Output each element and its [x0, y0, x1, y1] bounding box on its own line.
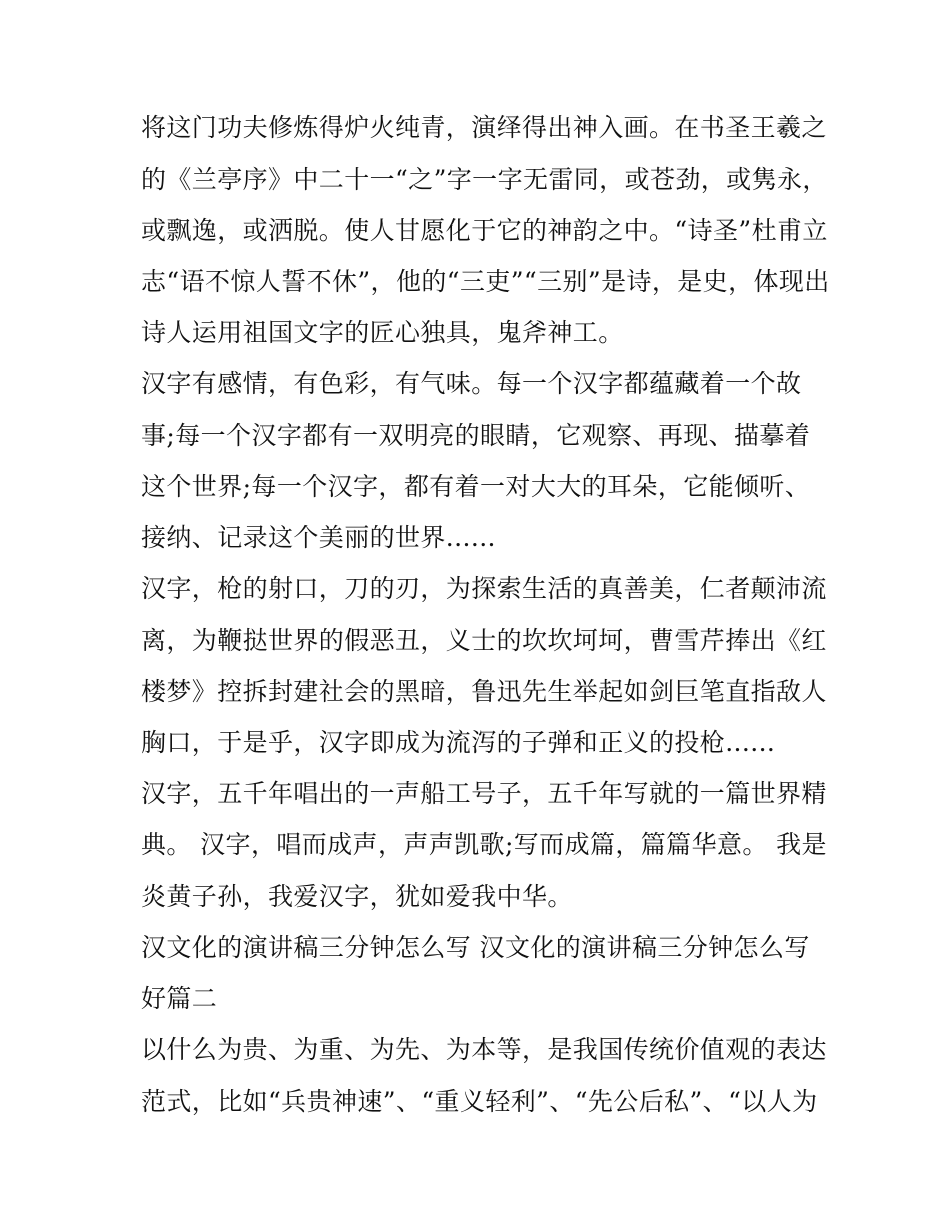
text-line: 事;每一个汉字都有一双明亮的眼睛，它观察、再现、描摹着 [141, 421, 811, 450]
text-line: 离，为鞭挞世界的假恶丑，义士的坎坎坷坷，曹雪芹捧出《红 [141, 626, 827, 655]
text-line: 接纳、记录这个美丽的世界...... [141, 523, 496, 552]
text-line: 好篇二 [141, 984, 218, 1013]
text-line: 汉文化的演讲稿三分钟怎么写 汉文化的演讲稿三分钟怎么写 [141, 933, 810, 962]
text-line: 汉字，五千年唱出的一声船工号子，五千年写就的一篇世界精 [141, 779, 827, 808]
text-line: 这个世界;每一个汉字，都有着一对大大的耳朵，它能倾听、 [141, 472, 811, 501]
text-line: 或飘逸，或洒脱。使人甘愿化于它的神韵之中。“诗圣”杜甫立 [141, 216, 828, 245]
text-line: 楼梦》控拆封建社会的黑暗，鲁迅先生举起如剑巨笔直指敌人 [141, 677, 827, 706]
text-line: 志“语不惊人誓不休”，他的“三吏”“三别”是诗，是史，体现出 [141, 267, 830, 296]
text-line: 的《兰亭序》中二十一“之”字一字无雷同，或苍劲，或隽永， [141, 165, 828, 194]
text-line: 将这门功夫修炼得炉火纯青，演绎得出神入画。在书圣王羲之 [141, 113, 827, 142]
text-line: 汉字，枪的射口，刀的刃，为探索生活的真善美，仁者颠沛流 [141, 574, 827, 603]
text-line: 典。 汉字，唱而成声，声声凯歌;写而成篇，篇篇华意。 我是 [141, 830, 827, 859]
text-line: 汉字有感情，有色彩，有气味。每一个汉字都蕴藏着一个故 [141, 369, 802, 398]
text-line: 以什么为贵、为重、为先、为本等，是我国传统价值观的表达 [141, 1035, 827, 1064]
text-line: 胸口，于是乎，汉字即成为流泻的子弹和正义的投枪...... [141, 728, 776, 757]
text-line: 范式，比如“兵贵神速”、“重义轻利”、“先公后私”、“以人为 [141, 1087, 818, 1116]
text-line: 炎黄子孙，我爱汉字，犹如爱我中华。 [141, 882, 573, 911]
text-line: 诗人运用祖国文字的匠心独具，鬼斧神工。 [141, 318, 624, 347]
